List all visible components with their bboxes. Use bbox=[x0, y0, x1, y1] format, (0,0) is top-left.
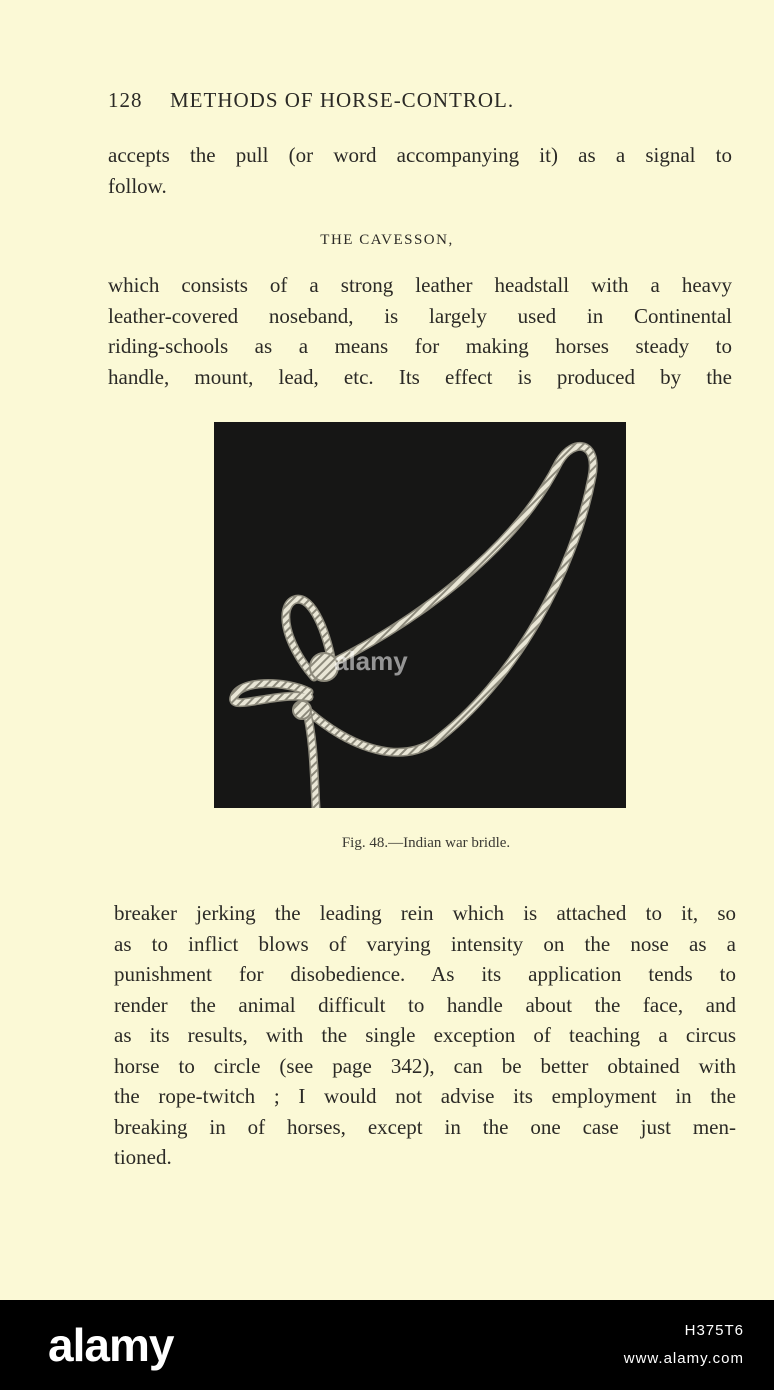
rope-drawing bbox=[214, 422, 626, 808]
footer-url: www.alamy.com bbox=[623, 1350, 744, 1367]
figure-caption: Fig. 48.—Indian war bridle. bbox=[341, 835, 511, 851]
page-number: 128 bbox=[108, 88, 143, 112]
paragraph-3 bbox=[114, 898, 736, 1173]
paragraph-line: riding-schools as a means for making horses steady to bbox=[108, 334, 732, 358]
figure-watermark: alamy bbox=[334, 646, 408, 676]
paragraph-line: handle, mount, lead, etc. Its effect is produced by the bbox=[108, 364, 732, 389]
paragraph-line: as its results, with the single exception of teaching a circus bbox=[114, 1023, 736, 1047]
paragraph-line: punishment for disobedience. As its application tends to bbox=[114, 962, 736, 986]
paragraph-line: as to inflict blows of varying intensity on the nose as a bbox=[114, 931, 736, 956]
bridle-illustration bbox=[214, 422, 626, 808]
running-head bbox=[108, 88, 628, 113]
paragraph-line: breaking in of horses, except in the one case just men- bbox=[114, 1114, 736, 1139]
paragraph-1 bbox=[108, 140, 732, 201]
paragraph-line: horse to circle (see page 342), can be better obtained with bbox=[114, 1053, 736, 1078]
paragraph-line: accepts the pull (or word accompanying it) as a signal to bbox=[108, 143, 732, 167]
paragraph-line: which consists of a strong leather headstall with a heavy bbox=[108, 273, 732, 297]
alamy-logo: alamy bbox=[48, 1319, 174, 1371]
paragraph-line: breaker jerking the leading rein which is attached to it, so bbox=[114, 901, 736, 925]
image-id: H375T6 bbox=[684, 1322, 744, 1339]
running-title: METHODS OF HORSE-CONTROL. bbox=[170, 88, 515, 112]
paragraph-line: leather-covered noseband, is largely used in Continental bbox=[108, 303, 732, 328]
knot bbox=[293, 701, 311, 719]
section-heading: THE CAVESSON, bbox=[320, 232, 454, 248]
paragraph-line: tioned. bbox=[114, 1145, 172, 1169]
paragraph-line: the rope-twitch ; I would not advise its employment in the bbox=[114, 1084, 736, 1108]
paragraph-2 bbox=[108, 270, 732, 392]
paragraph-line: render the animal difficult to handle about the face, and bbox=[114, 992, 736, 1017]
paragraph-line: follow. bbox=[108, 173, 167, 198]
